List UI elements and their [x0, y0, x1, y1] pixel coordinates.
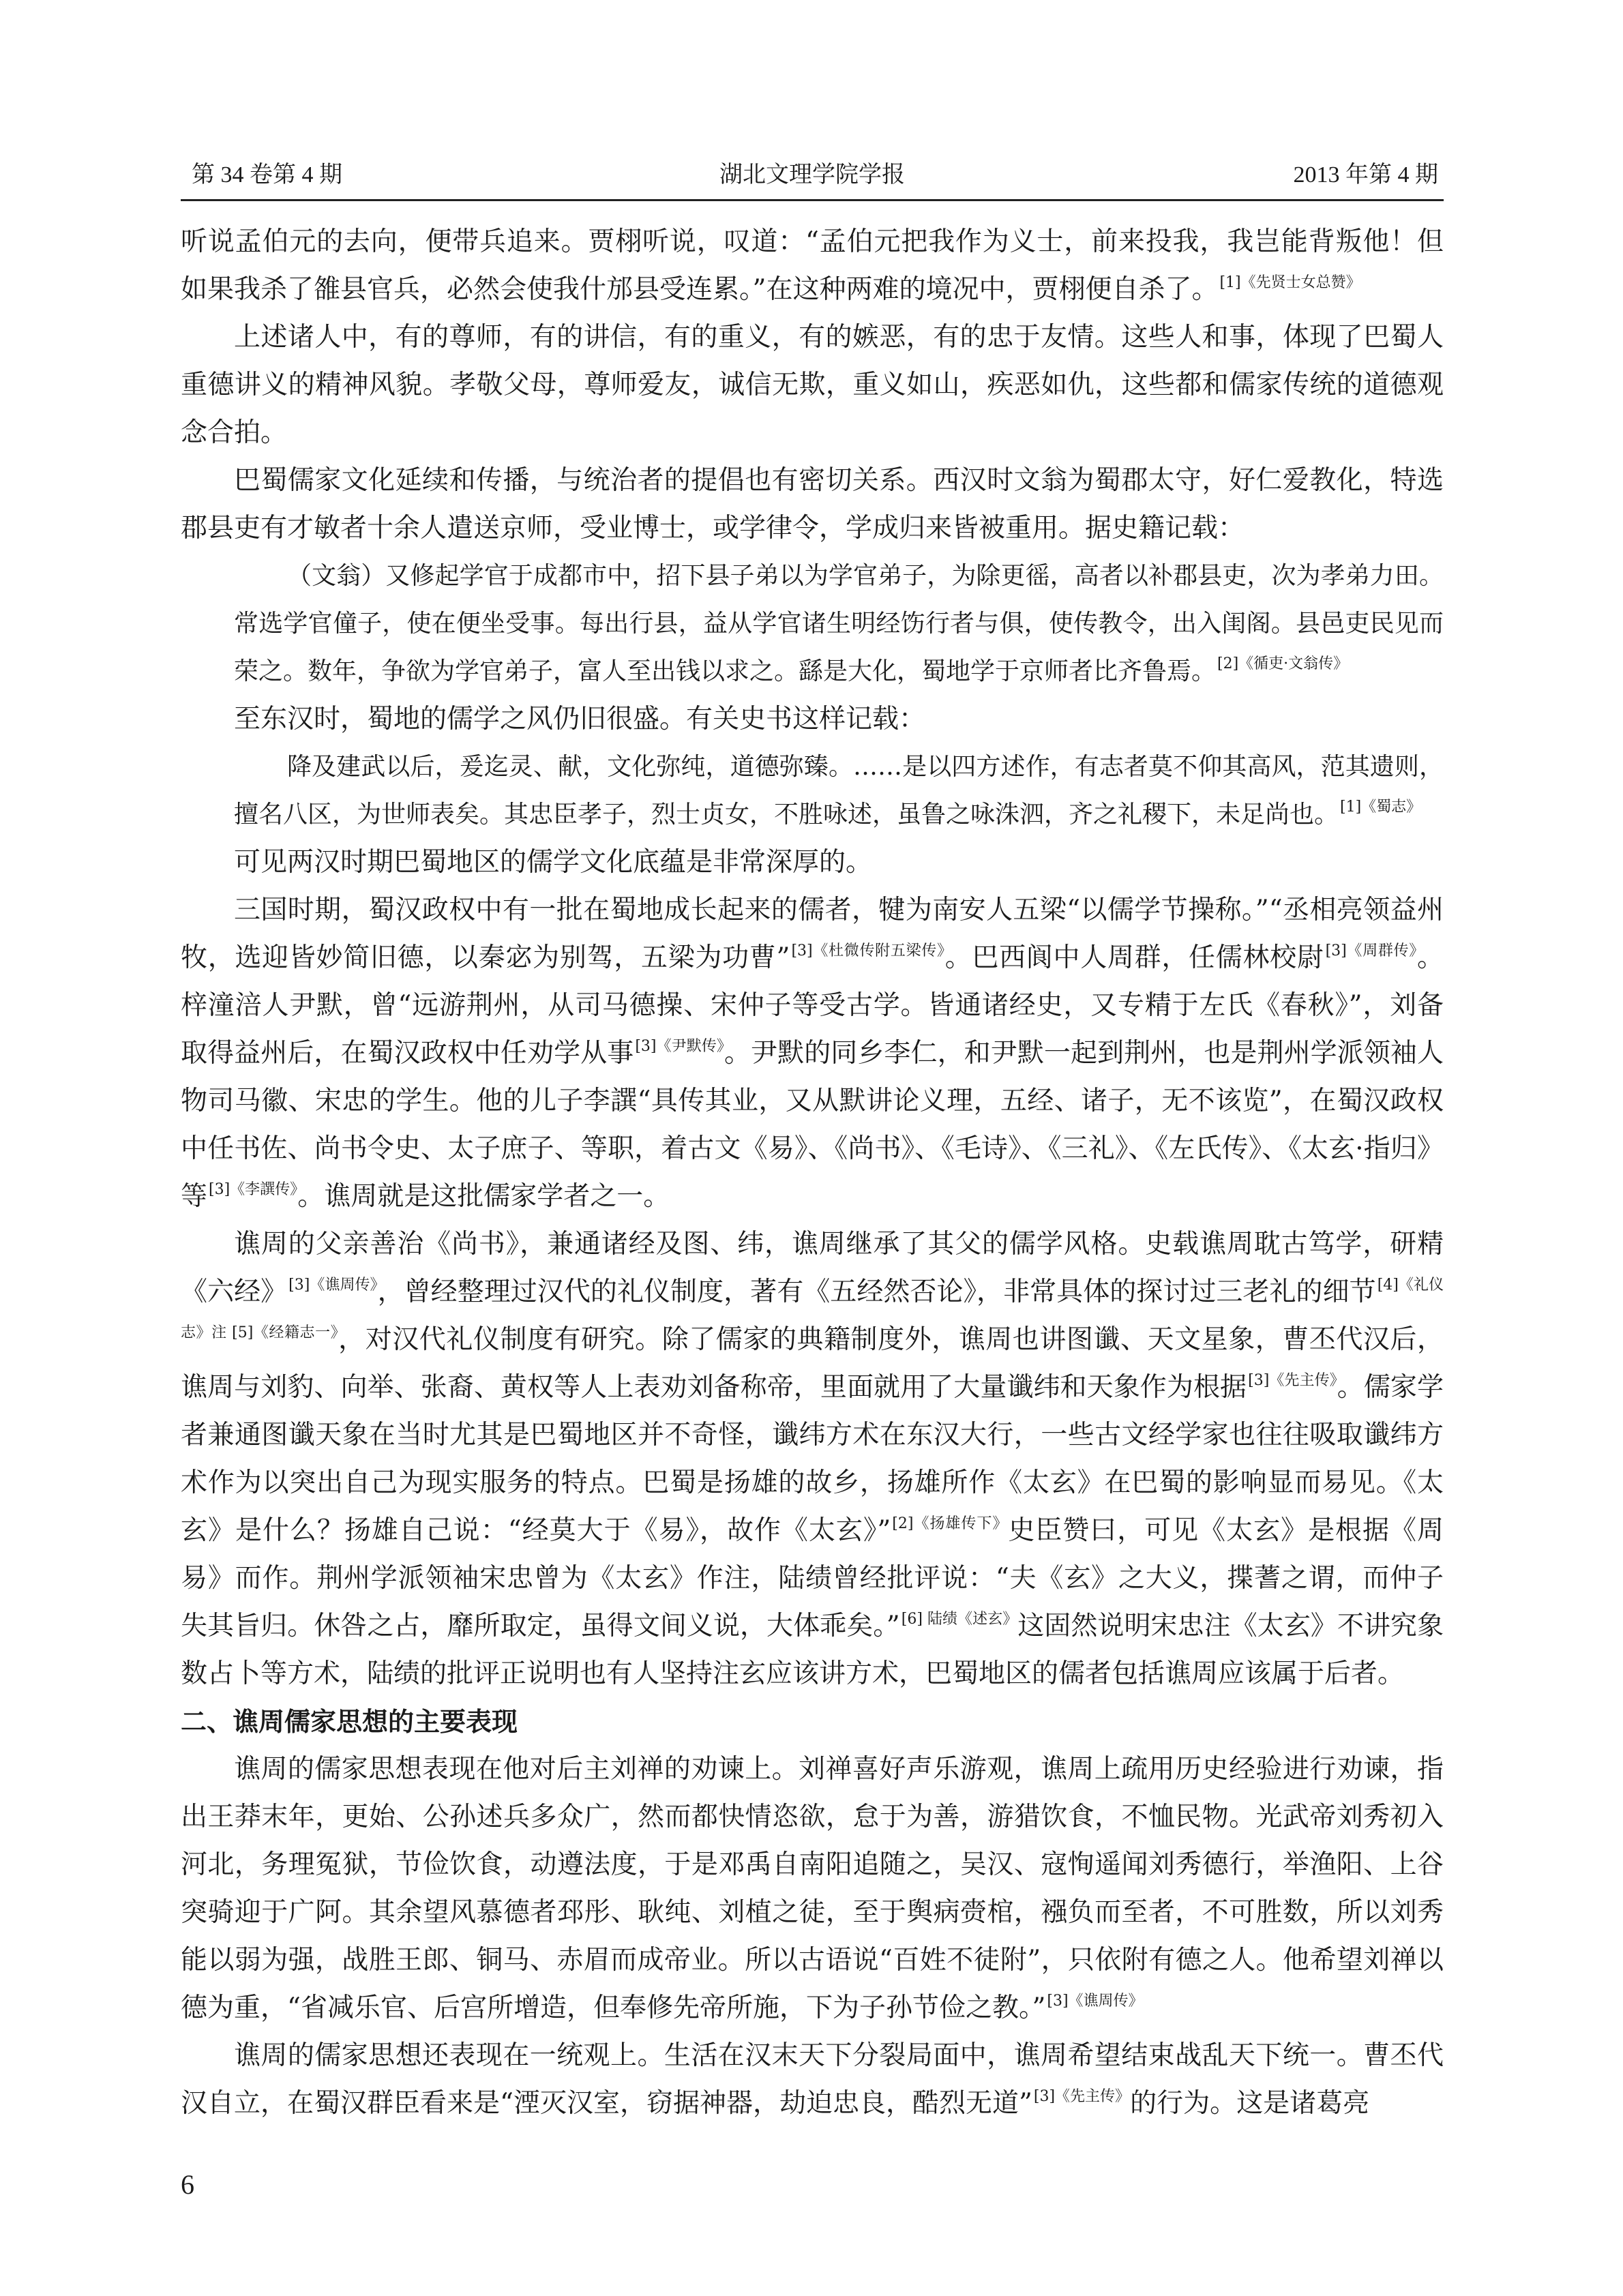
header-volume: 第 34 卷第 4 期	[192, 162, 342, 188]
paragraph-text: ，曾经整理过汉代的礼仪制度，著有《五经然否论》，非常具体的探讨过三老礼的细节	[377, 1277, 1376, 1307]
quote-text: （文翁）又修起学官于成都市中，招下县子弟以为学官弟子，为除更徭，高者以补郡县吏，次为孝弟力田。常选学官僮子，使在便坐受事。每出行县，益从学官诸生明经饬行者与俱，使传教令，出入闺阁。县邑吏民见而荣之。数年，争欲为学官弟子，富人至出钱以求之。繇是大化，蜀地学于京师者比齐鲁焉。	[234, 562, 1444, 685]
block-quote	[181, 552, 1444, 696]
citation: [1]《先贤士女总赞》	[1219, 274, 1361, 291]
paragraph	[181, 886, 1444, 1221]
header-journal-title: 湖北文理学院学报	[719, 162, 905, 188]
paragraph-text: 上述诸人中，有的尊师，有的讲信，有的重义，有的嫉恶，有的忠于友情。这些人和事，体现了巴蜀人重德讲义的精神风貌。孝敬父母，尊师爱友，诚信无欺，重义如山，疾恶如仇，这些都和儒家传统的道德观念合拍。	[181, 322, 1444, 448]
article-body	[181, 218, 1444, 2128]
paragraph-text: 三国时期，蜀汉政权中有一批在蜀地成长起来的儒者，犍为南安人五梁“以儒学节操称。”“丞相亮领益州牧，选迎皆妙简旧德，以秦宓为别驾，五梁为功曹”	[181, 895, 1444, 973]
paragraph-text: 。谯周就是这批儒家学者之一。	[297, 1181, 670, 1212]
citation: [1]《蜀志》	[1340, 799, 1422, 816]
paragraph	[181, 2032, 1444, 2128]
header-divider	[181, 199, 1444, 201]
citation: [4]《礼仪志》注 [5]《经籍志一》	[181, 1277, 1444, 1341]
paragraph-text: 可见两汉时期巴蜀地区的儒学文化底蕴是非常深厚的。	[234, 847, 873, 878]
citation: [3]《李譔传》	[209, 1181, 298, 1198]
paragraph-text: 的行为。这是诸葛亮	[1130, 2088, 1370, 2119]
paragraph	[181, 218, 1444, 314]
paragraph-text: 。儒家学者兼通图谶天象在当时尤其是巴蜀地区并不奇怪，谶纬方术在东汉大行，一些古文经学家也往往吸取谶纬方术作为以突出自己为现实服务的特点。巴蜀是扬雄的故乡，扬雄所作《太玄》在巴蜀的影响显而易见。《太玄》是什么？扬雄自己说：“经莫大于《易》，故作《太玄》”	[181, 1372, 1444, 1546]
citation: [3]《谯周传》	[288, 1277, 378, 1294]
paragraph	[181, 457, 1444, 552]
paragraph-text: 听说孟伯元的去向，便带兵追来。贾栩听说，叹道：“孟伯元把我作为义士，前来投我，我岂能背叛他！但如果我杀了雒县官兵，必然会使我什邡县受连累。”在这种两难的境况中，贾栩便自杀了。	[181, 226, 1444, 305]
paragraph-text: 巴蜀儒家文化延续和传播，与统治者的提倡也有密切关系。西汉时文翁为蜀郡太守，好仁爱教化，特选郡县吏有才敏者十余人遣送京师，受业博士，或学律令，学成归来皆被重用。据史籍记载：	[181, 465, 1444, 543]
citation: [3]《谯周传》	[1047, 1993, 1144, 2010]
paragraph-text: 。尹默的同乡李仁，和尹默一起到荆州，也是荆州学派领袖人物司马徽、宋忠的学生。他的儿子李譔“具传其业，又从默讲论义理，五经、诸子，无不该览”，在蜀汉政权中任书佐、尚书令史、太子庶子、等职，着古文《易》、《尚书》、《毛诗》、《三礼》、《左氏传》、《太玄·指归》等	[181, 1038, 1444, 1212]
header-year-issue: 2013 年第 4 期	[1293, 162, 1438, 188]
paragraph-text: 谯周的儒家思想还表现在一统观上。生活在汉末天下分裂局面中，谯周希望结束战乱天下统一。曹丕代汉自立，在蜀汉群臣看来是“湮灭汉室，窃据神器，劫迫忠良，酷烈无道”	[181, 2040, 1444, 2119]
citation: [2]《扬雄传下》	[892, 1515, 1009, 1532]
paragraph-text: 谯周的父亲善治《尚书》，兼通诸经及图、纬，谯周继承了其父的儒学风格。史载谯周耽古笃学，研精《六经》	[181, 1229, 1444, 1307]
paragraph	[181, 314, 1444, 457]
section-heading: 二、谯周儒家思想的主要表现	[181, 1707, 518, 1737]
page-number: 6	[181, 2169, 194, 2200]
paragraph	[181, 1221, 1444, 1698]
paragraph-text: 这固然说明宋忠注《太玄》不讲究象数占卜等方术，陆绩的批评正说明也有人坚持注玄应该讲方术，巴蜀地区的儒者包括谯周应该属于后者。	[181, 1611, 1444, 1689]
citation: [3]《先主传》	[1248, 1372, 1337, 1389]
citation: [6] 陆绩《述玄》	[901, 1611, 1018, 1628]
paragraph-text: 。梓潼涪人尹默，曾“远游荆州，从司马德操、宋仲子等受古学。皆通诸经史，又专精于左氏《春秋》”，刘备取得益州后，在蜀汉政权中任劝学从事	[181, 942, 1444, 1069]
block-quote	[181, 743, 1444, 839]
citation: [3]《周群传》	[1325, 942, 1417, 959]
citation: [3]《杜微传附五梁传》	[791, 942, 945, 959]
running-header	[181, 155, 1444, 194]
paragraph	[181, 696, 1444, 743]
paragraph-text: 谯周的儒家思想表现在他对后主刘禅的劝谏上。刘禅喜好声乐游观，谯周上疏用历史经验进行劝谏，指出王莽末年，更始、公孙述兵多众广，然而都快情恣欲，怠于为善，游猎饮食，不恤民物。光武帝刘秀初入河北，务理冤狱，节俭饮食，动遵法度，于是邓禹自南阳追随之，吴汉、寇恂遥闻刘秀德行，举渔阳、上谷突骑迎于广阿。其余望风慕德者邳彤、耿纯、刘植之徒，至于舆病赍棺，襁负而至者，不可胜数，所以刘秀能以弱为强，战胜王郎、铜马、赤眉而成帝业。所以古语说“百姓不徒附”，只依附有德之人。他希望刘禅以德为重，“省减乐官、后宫所增造，但奉修先帝所施，下为子孙节俭之教。”	[181, 1754, 1444, 2023]
citation: [3]《先主传》	[1033, 2088, 1131, 2105]
paragraph	[181, 1746, 1444, 2032]
citation: [3]《尹默传》	[635, 1038, 724, 1055]
paragraph	[181, 839, 1444, 886]
paragraph-text: ，对汉代礼仪制度有研究。除了儒家的典籍制度外，谯周也讲图谶、天文星象，曹丕代汉后，谯周与刘豹、向举、张裔、黄权等人上表劝刘备称帝，里面就用了大量谶纬和天象作为根据	[181, 1324, 1444, 1403]
paragraph-text: 史臣赞曰，可见《太玄》是根据《周易》而作。荆州学派领袖宋忠曾为《太玄》作注，陆绩曾经批评说：“夫《玄》之大义，揲蓍之谓，而仲子失其旨归。休咎之占，靡所取定，虽得文间义说，大体乖矣。”	[181, 1515, 1444, 1641]
quote-text: 降及建武以后，爰迄灵、献，文化弥纯，道德弥臻。……是以四方述作，有志者莫不仰其高风，范其遗则，擅名八区，为世师表矣。其忠臣孝子，烈士贞女，不胜咏述，虽鲁之咏洙泗，齐之礼稷下，未足尚也。	[234, 753, 1444, 829]
paragraph-text: 至东汉时，蜀地的儒学之风仍旧很盛。有关史书这样记载：	[234, 704, 926, 734]
paragraph-text: 。巴西阆中人周群，任儒林校尉	[944, 942, 1324, 973]
citation: [2]《循吏·文翁传》	[1217, 655, 1349, 672]
